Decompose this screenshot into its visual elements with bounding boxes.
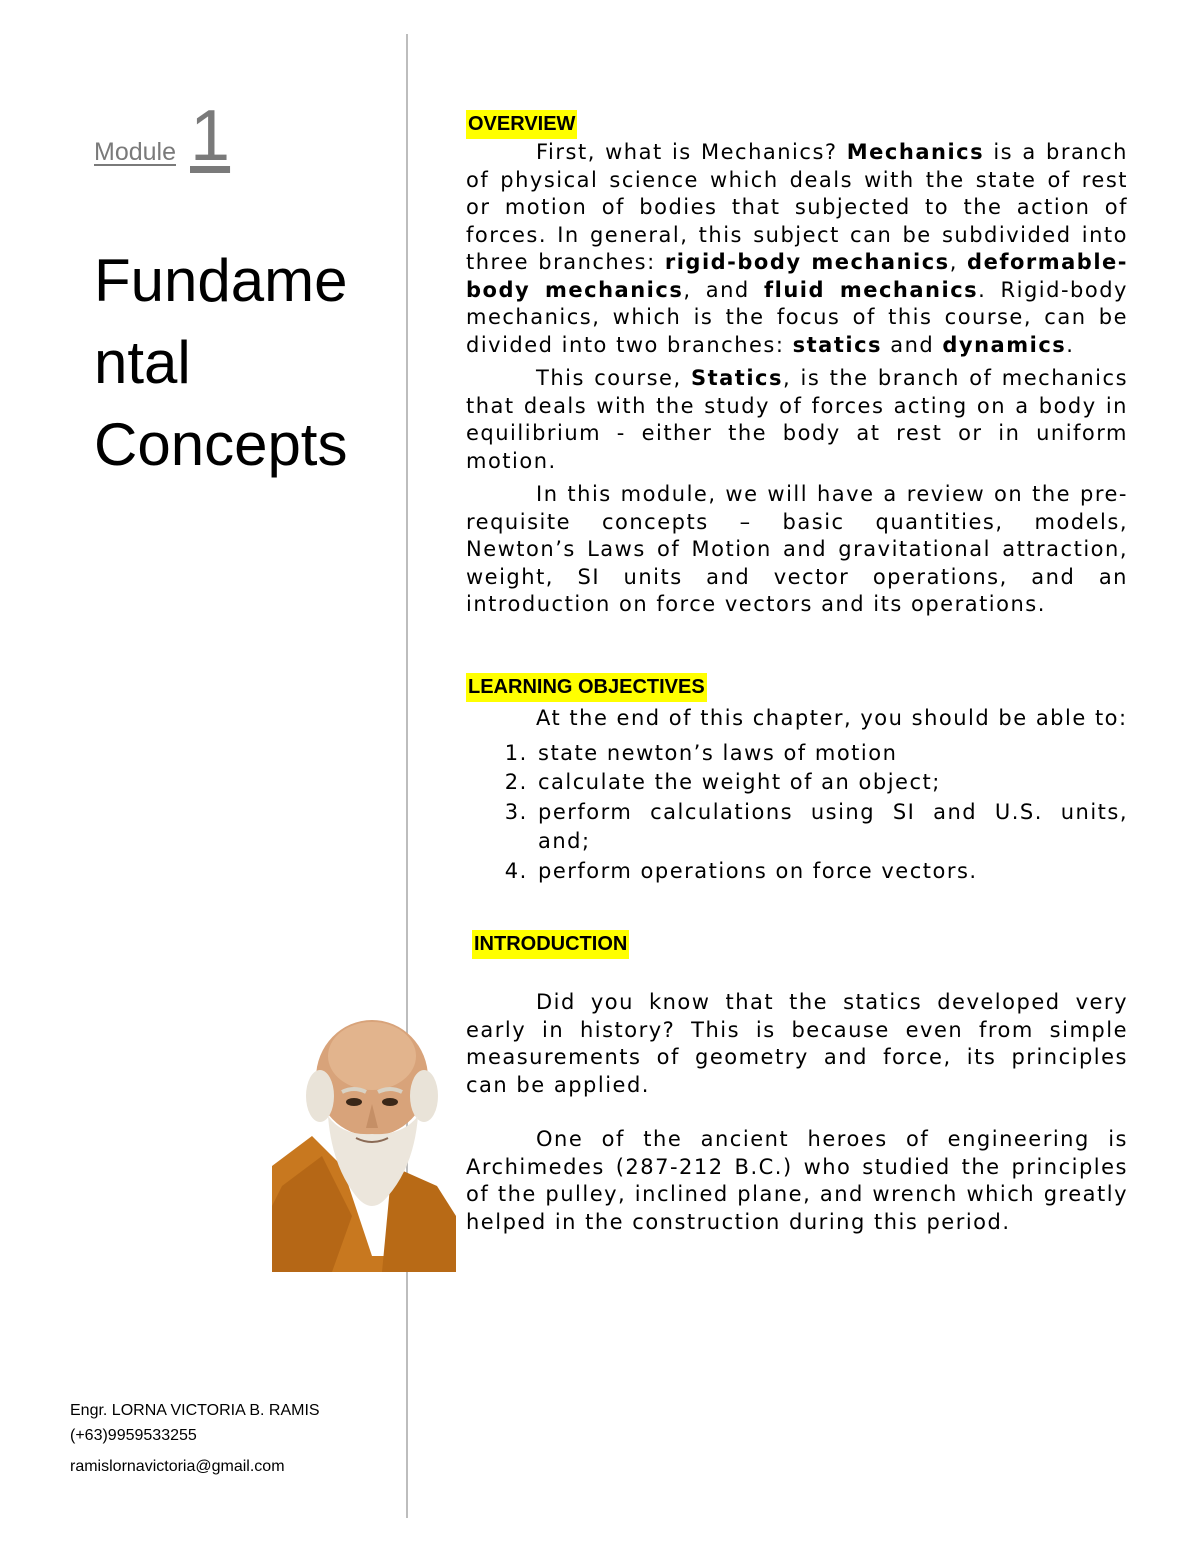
list-item: 3. perform calculations using SI and U.S. units, and; <box>536 798 1128 857</box>
title-line: Fundame <box>94 247 348 314</box>
overview-heading: OVERVIEW <box>466 110 577 139</box>
list-item: 4. perform operations on force vectors. <box>536 857 1128 887</box>
bald-crown-shape <box>328 1022 416 1090</box>
archimedes-portrait <box>272 1016 456 1272</box>
introduction-paragraph-2: One of the ancient heroes of engineering is Archimedes (287-212 B.C.) who studied the principles of the pulley, inclined plane, and wrench which greatly helped in the construction during this period. <box>466 1127 1128 1234</box>
column-divider <box>406 34 408 1518</box>
bold-term: dynamics <box>942 332 1067 357</box>
bold-term: deformable-body mechanics <box>466 250 1128 302</box>
text-run: is a branch of physical science which deals with the state of rest or motion of bodies that subjected to the action of forces. In general, this subject can be subdivided into three branches: <box>466 140 1128 274</box>
text-run: This course, <box>536 366 691 390</box>
overview-paragraph-1 <box>466 139 1128 359</box>
bold-term: fluid mechanics <box>763 277 979 302</box>
objectives-list <box>466 739 1128 887</box>
title-line: ntal <box>94 329 191 396</box>
bold-term: Statics <box>690 366 783 390</box>
author-contact <box>70 1398 320 1479</box>
hair-right-shape <box>410 1070 438 1122</box>
eye-right-shape <box>382 1098 398 1106</box>
bold-term: statics <box>792 332 883 357</box>
introduction-heading: INTRODUCTION <box>472 930 629 959</box>
main-content <box>466 110 1128 1236</box>
text-run: , <box>949 250 968 274</box>
bold-term: rigid-body mechanics <box>664 250 950 274</box>
text-run: . <box>1066 332 1075 357</box>
text-run: , and <box>683 277 764 302</box>
title-line: Concepts <box>94 411 348 478</box>
module-title <box>94 240 394 486</box>
objectives-intro: At the end of this chapter, you should be able to: <box>536 705 1128 730</box>
module-label <box>94 96 231 176</box>
text-run: . Rigid-body mechanics, which is the focus of this course, can be divided into two branches: <box>466 277 1128 357</box>
author-email: ramislornavictoria@gmail.com <box>70 1458 285 1475</box>
list-item: 2. calculate the weight of an object; <box>536 768 1128 798</box>
objectives-heading: LEARNING OBJECTIVES <box>466 673 707 702</box>
overview-paragraph-3: In this module, we will have a review on the pre-requisite concepts – basic quantities, models, Newton’s Laws of Motion and gravitational attraction, weight, SI units and vector operations, and an introduction on force vectors and its operations. <box>466 482 1128 616</box>
text-run: , is the branch of mechanics that deals with the study of forces acting on a body in equilibrium - either the body at rest or in uniform motion. <box>466 366 1129 473</box>
bold-term: Mechanics <box>846 140 985 164</box>
text-run: First, what is Mechanics? <box>536 140 847 164</box>
module-word: Module <box>94 138 176 166</box>
module-number: 1 <box>190 96 231 176</box>
author-name: Engr. LORNA VICTORIA B. RAMIS <box>70 1402 320 1419</box>
text-run: and <box>882 332 943 357</box>
eye-left-shape <box>346 1098 362 1106</box>
hair-left-shape <box>306 1070 334 1122</box>
overview-paragraph-2 <box>466 365 1128 475</box>
author-phone: (+63)9959533255 <box>70 1427 197 1444</box>
introduction-paragraph-1: Did you know that the statics developed very early in history? This is because even from simple measurements of geometry and force, its principles can be applied. <box>466 990 1128 1097</box>
list-item: 1. state newton’s laws of motion <box>536 739 1128 769</box>
